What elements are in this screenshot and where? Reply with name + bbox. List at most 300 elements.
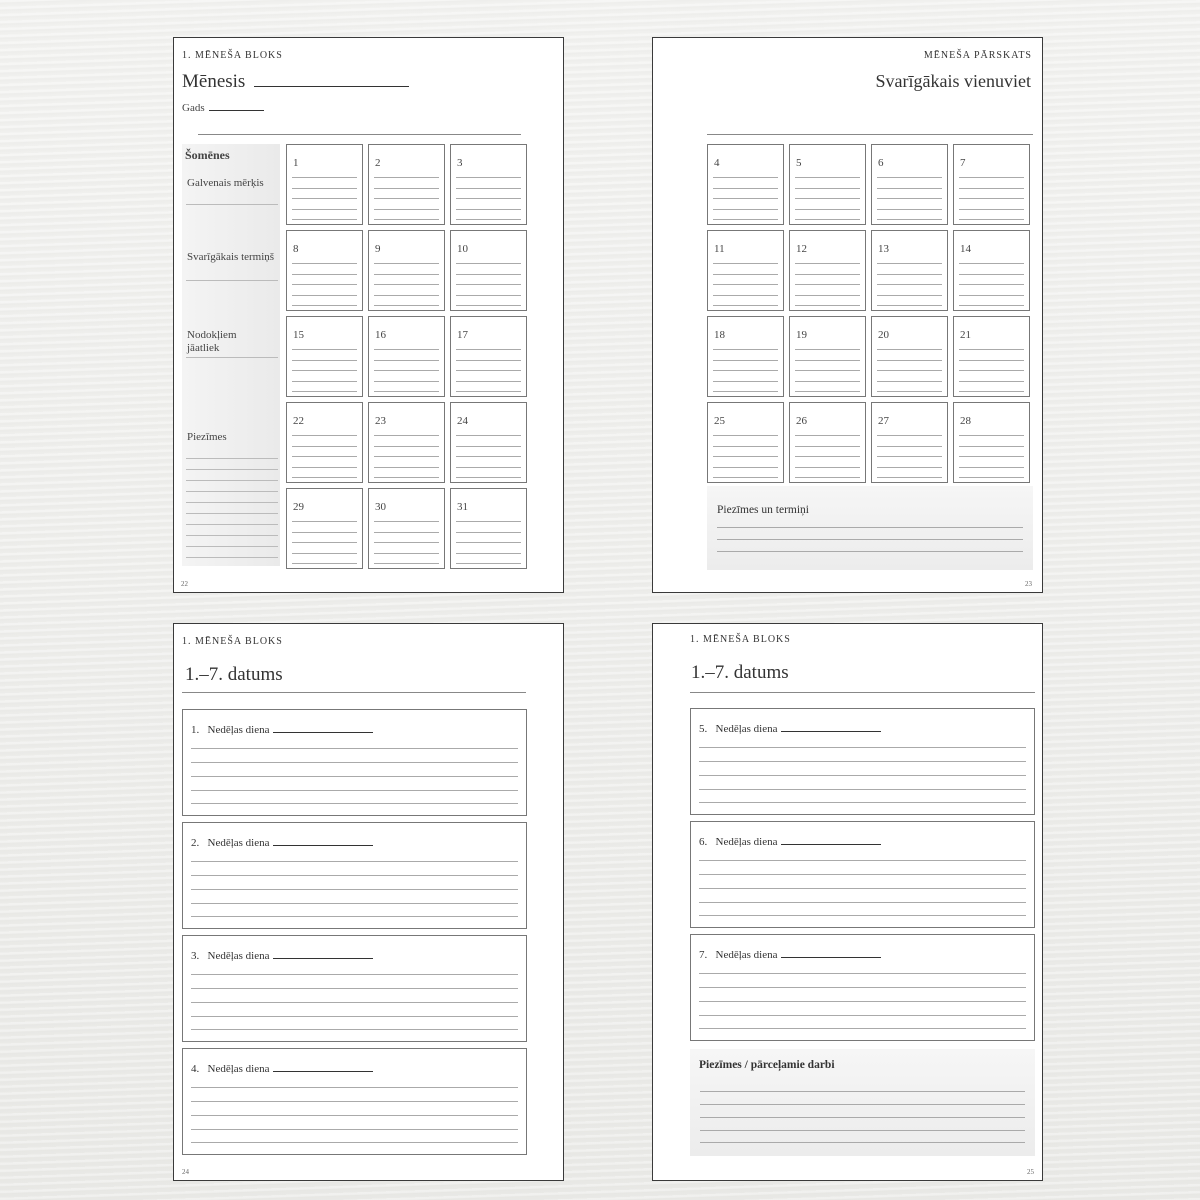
writing-line xyxy=(456,177,521,178)
writing-line xyxy=(699,1001,1026,1002)
year-field[interactable] xyxy=(182,101,264,114)
day-cell[interactable] xyxy=(707,316,784,397)
weekday-text: 7. Nedēļas diena xyxy=(699,949,778,961)
day-cell[interactable] xyxy=(789,316,866,397)
writing-line xyxy=(699,789,1026,790)
sidebar-item-notes: Piezīmes xyxy=(187,431,227,443)
day-number: 8 xyxy=(293,243,299,255)
writing-line xyxy=(699,747,1026,748)
notes-line xyxy=(700,1142,1025,1143)
weekday-underline xyxy=(273,722,373,733)
writing-line xyxy=(877,198,942,199)
writing-line xyxy=(292,467,357,468)
writing-line xyxy=(292,360,357,361)
weekday-label xyxy=(699,721,881,735)
writing-line xyxy=(795,177,860,178)
writing-line xyxy=(713,467,778,468)
day-entry-box[interactable] xyxy=(182,709,527,816)
writing-line xyxy=(959,381,1024,382)
writing-line xyxy=(795,284,860,285)
notes-line xyxy=(186,546,278,547)
writing-line xyxy=(795,219,860,220)
writing-line xyxy=(292,542,357,543)
writing-line xyxy=(456,521,521,522)
writing-line xyxy=(877,274,942,275)
day-cell[interactable] xyxy=(789,402,866,483)
writing-line xyxy=(292,349,357,350)
writing-line xyxy=(877,477,942,478)
page-title: 1.–7. datums xyxy=(185,664,283,685)
writing-line xyxy=(374,446,439,447)
sidebar-line xyxy=(186,357,278,358)
day-cell[interactable] xyxy=(707,230,784,311)
writing-line xyxy=(877,360,942,361)
day-number: 31 xyxy=(457,501,468,513)
writing-line xyxy=(191,1142,518,1143)
day-cell[interactable] xyxy=(450,230,527,311)
writing-line xyxy=(191,1029,518,1030)
writing-line xyxy=(699,802,1026,803)
writing-line xyxy=(191,748,518,749)
writing-line xyxy=(699,1028,1026,1029)
writing-line xyxy=(191,861,518,862)
writing-line xyxy=(456,381,521,382)
year-underline xyxy=(209,101,264,111)
day-cell[interactable] xyxy=(286,144,363,225)
writing-line xyxy=(191,1002,518,1003)
writing-line xyxy=(456,477,521,478)
writing-line xyxy=(699,973,1026,974)
writing-line xyxy=(292,370,357,371)
notes-panel[interactable] xyxy=(690,1049,1035,1156)
weekday-underline xyxy=(273,948,373,959)
writing-line xyxy=(877,263,942,264)
day-number: 30 xyxy=(375,501,386,513)
writing-line xyxy=(374,274,439,275)
writing-line xyxy=(456,370,521,371)
notes-line xyxy=(186,502,278,503)
notes-line xyxy=(186,557,278,558)
day-number: 15 xyxy=(293,329,304,341)
writing-line xyxy=(795,263,860,264)
weekday-label xyxy=(191,1061,373,1075)
day-number: 11 xyxy=(714,243,725,255)
day-number: 26 xyxy=(796,415,807,427)
day-number: 14 xyxy=(960,243,971,255)
notes-line xyxy=(717,551,1023,552)
writing-line xyxy=(191,988,518,989)
day-number: 28 xyxy=(960,415,971,427)
notes-title: Piezīmes / pārceļamie darbi xyxy=(699,1059,835,1071)
writing-line xyxy=(795,209,860,210)
writing-line xyxy=(699,761,1026,762)
writing-line xyxy=(191,889,518,890)
writing-line xyxy=(959,349,1024,350)
writing-line xyxy=(699,987,1026,988)
writing-line xyxy=(374,370,439,371)
writing-line xyxy=(959,467,1024,468)
page-number: 25 xyxy=(1027,1168,1034,1176)
writing-line xyxy=(877,467,942,468)
writing-line xyxy=(191,916,518,917)
writing-line xyxy=(713,305,778,306)
day-cell[interactable] xyxy=(286,316,363,397)
day-cell[interactable] xyxy=(368,316,445,397)
day-entry-box[interactable] xyxy=(182,1048,527,1155)
writing-line xyxy=(713,370,778,371)
page-number: 23 xyxy=(1025,580,1032,588)
writing-line xyxy=(292,553,357,554)
day-cell[interactable] xyxy=(450,488,527,569)
day-number: 20 xyxy=(878,329,889,341)
day-number: 2 xyxy=(375,157,381,169)
day-entry-box[interactable] xyxy=(182,822,527,929)
writing-line xyxy=(795,467,860,468)
writing-line xyxy=(713,391,778,392)
page-number: 24 xyxy=(182,1168,189,1176)
sidebar-item-deadline: Svarīgākais termiņš xyxy=(187,251,275,263)
day-entry-box[interactable] xyxy=(690,934,1035,1041)
weekday-label xyxy=(699,947,881,961)
divider-line xyxy=(690,692,1035,693)
writing-line xyxy=(292,477,357,478)
day-cell[interactable] xyxy=(871,230,948,311)
writing-line xyxy=(191,903,518,904)
notes-line xyxy=(186,480,278,481)
notes-line xyxy=(186,524,278,525)
weekday-label xyxy=(191,722,373,736)
day-number: 10 xyxy=(457,243,468,255)
day-cell[interactable] xyxy=(871,144,948,225)
writing-line xyxy=(374,360,439,361)
writing-line xyxy=(699,915,1026,916)
writing-line xyxy=(699,860,1026,861)
writing-line xyxy=(877,295,942,296)
day-cell[interactable] xyxy=(789,144,866,225)
day-number: 16 xyxy=(375,329,386,341)
writing-line xyxy=(374,209,439,210)
writing-line xyxy=(713,477,778,478)
writing-line xyxy=(374,391,439,392)
writing-line xyxy=(374,263,439,264)
day-number: 27 xyxy=(878,415,889,427)
writing-line xyxy=(292,532,357,533)
writing-line xyxy=(456,435,521,436)
day-cell[interactable] xyxy=(953,402,1030,483)
writing-line xyxy=(877,177,942,178)
weekday-underline xyxy=(273,835,373,846)
day-cell[interactable] xyxy=(871,316,948,397)
writing-line xyxy=(374,521,439,522)
day-entry-box[interactable] xyxy=(182,935,527,1042)
writing-line xyxy=(959,274,1024,275)
writing-line xyxy=(959,456,1024,457)
writing-line xyxy=(292,198,357,199)
page-title: Svarīgākais vienuviet xyxy=(875,71,1031,91)
writing-line xyxy=(456,456,521,457)
day-number: 24 xyxy=(457,415,468,427)
day-cell[interactable] xyxy=(286,488,363,569)
writing-line xyxy=(456,198,521,199)
planner-page-22 xyxy=(173,37,564,593)
notes-line xyxy=(700,1091,1025,1092)
monthly-sidebar xyxy=(182,144,280,566)
writing-line xyxy=(456,209,521,210)
writing-line xyxy=(292,305,357,306)
notes-line xyxy=(717,539,1023,540)
divider-line xyxy=(707,134,1033,135)
writing-line xyxy=(191,776,518,777)
writing-line xyxy=(795,198,860,199)
writing-line xyxy=(795,188,860,189)
notes-line xyxy=(186,491,278,492)
writing-line xyxy=(713,349,778,350)
day-number: 17 xyxy=(457,329,468,341)
writing-line xyxy=(795,477,860,478)
writing-line xyxy=(456,446,521,447)
writing-line xyxy=(959,209,1024,210)
notes-line xyxy=(186,513,278,514)
writing-line xyxy=(959,219,1024,220)
writing-line xyxy=(191,1115,518,1116)
weekday-text: 4. Nedēļas diena xyxy=(191,1063,270,1075)
writing-line xyxy=(456,188,521,189)
weekday-underline xyxy=(781,947,881,958)
writing-line xyxy=(374,198,439,199)
writing-line xyxy=(713,284,778,285)
day-cell[interactable] xyxy=(953,230,1030,311)
writing-line xyxy=(374,188,439,189)
page-header: 1. MĒNEŠA BLOKS xyxy=(182,50,283,61)
day-cell[interactable] xyxy=(368,230,445,311)
day-cell[interactable] xyxy=(707,402,784,483)
writing-line xyxy=(191,875,518,876)
writing-line xyxy=(456,563,521,564)
day-cell[interactable] xyxy=(789,230,866,311)
day-number: 12 xyxy=(796,243,807,255)
day-entry-box[interactable] xyxy=(690,821,1035,928)
day-number: 4 xyxy=(714,157,720,169)
writing-line xyxy=(191,762,518,763)
page-header: MĒNEŠA PĀRSKATS xyxy=(923,50,1032,61)
writing-line xyxy=(374,553,439,554)
day-cell[interactable] xyxy=(450,402,527,483)
writing-line xyxy=(699,874,1026,875)
writing-line xyxy=(292,188,357,189)
writing-line xyxy=(959,188,1024,189)
weekday-text: 6. Nedēļas diena xyxy=(699,836,778,848)
writing-line xyxy=(699,775,1026,776)
notes-line xyxy=(700,1104,1025,1105)
writing-line xyxy=(374,177,439,178)
writing-line xyxy=(699,888,1026,889)
day-number: 29 xyxy=(293,501,304,513)
writing-line xyxy=(959,360,1024,361)
writing-line xyxy=(713,274,778,275)
writing-line xyxy=(959,477,1024,478)
writing-line xyxy=(374,295,439,296)
writing-line xyxy=(699,1015,1026,1016)
writing-line xyxy=(795,391,860,392)
writing-line xyxy=(374,219,439,220)
writing-line xyxy=(292,177,357,178)
writing-line xyxy=(374,305,439,306)
writing-line xyxy=(374,456,439,457)
writing-line xyxy=(456,274,521,275)
writing-line xyxy=(374,467,439,468)
writing-line xyxy=(959,284,1024,285)
weekday-label xyxy=(191,948,373,962)
writing-line xyxy=(374,435,439,436)
writing-line xyxy=(959,391,1024,392)
weekday-text: 3. Nedēļas diena xyxy=(191,950,270,962)
writing-line xyxy=(877,349,942,350)
writing-line xyxy=(292,274,357,275)
writing-line xyxy=(795,446,860,447)
weekday-text: 5. Nedēļas diena xyxy=(699,723,778,735)
writing-line xyxy=(292,563,357,564)
writing-line xyxy=(795,370,860,371)
day-cell[interactable] xyxy=(953,316,1030,397)
day-cell[interactable] xyxy=(450,316,527,397)
writing-line xyxy=(959,295,1024,296)
day-cell[interactable] xyxy=(286,230,363,311)
writing-line xyxy=(456,542,521,543)
day-number: 18 xyxy=(714,329,725,341)
writing-line xyxy=(959,446,1024,447)
month-field[interactable] xyxy=(182,71,409,93)
day-number: 19 xyxy=(796,329,807,341)
divider-line xyxy=(182,692,526,693)
writing-line xyxy=(959,370,1024,371)
writing-line xyxy=(456,532,521,533)
day-entry-box[interactable] xyxy=(690,708,1035,815)
writing-line xyxy=(959,177,1024,178)
writing-line xyxy=(877,446,942,447)
writing-line xyxy=(374,542,439,543)
day-number: 7 xyxy=(960,157,966,169)
year-label: Gads xyxy=(182,102,205,114)
writing-line xyxy=(191,790,518,791)
writing-line xyxy=(456,295,521,296)
writing-line xyxy=(795,456,860,457)
day-number: 6 xyxy=(878,157,884,169)
sidebar-item-taxes: Nodokļiem jāatliek xyxy=(187,329,237,354)
writing-line xyxy=(456,360,521,361)
notes-title: Piezīmes un termiņi xyxy=(717,504,809,516)
writing-line xyxy=(191,803,518,804)
writing-line xyxy=(713,263,778,264)
writing-line xyxy=(877,435,942,436)
day-number: 13 xyxy=(878,243,889,255)
day-number: 21 xyxy=(960,329,971,341)
writing-line xyxy=(456,263,521,264)
writing-line xyxy=(292,284,357,285)
weekday-label xyxy=(699,834,881,848)
sidebar-line xyxy=(186,204,278,205)
day-cell[interactable] xyxy=(707,144,784,225)
day-cell[interactable] xyxy=(368,402,445,483)
writing-line xyxy=(191,1101,518,1102)
writing-line xyxy=(374,284,439,285)
writing-line xyxy=(795,295,860,296)
writing-line xyxy=(713,177,778,178)
writing-line xyxy=(713,219,778,220)
writing-line xyxy=(959,263,1024,264)
writing-line xyxy=(191,1129,518,1130)
writing-line xyxy=(795,274,860,275)
writing-line xyxy=(877,456,942,457)
day-number: 9 xyxy=(375,243,381,255)
writing-line xyxy=(292,446,357,447)
page-header: 1. MĒNEŠA BLOKS xyxy=(690,634,791,645)
writing-line xyxy=(292,456,357,457)
writing-line xyxy=(713,295,778,296)
divider-line xyxy=(198,134,521,135)
writing-line xyxy=(877,209,942,210)
writing-line xyxy=(191,974,518,975)
day-cell[interactable] xyxy=(953,144,1030,225)
month-label: Mēnesis xyxy=(182,71,246,92)
writing-line xyxy=(713,446,778,447)
notes-line xyxy=(186,535,278,536)
writing-line xyxy=(713,435,778,436)
writing-line xyxy=(713,381,778,382)
writing-line xyxy=(959,305,1024,306)
writing-line xyxy=(795,435,860,436)
writing-line xyxy=(456,467,521,468)
writing-line xyxy=(877,391,942,392)
writing-line xyxy=(292,209,357,210)
day-cell[interactable] xyxy=(368,144,445,225)
day-number: 3 xyxy=(457,157,463,169)
page-number: 22 xyxy=(181,580,188,588)
day-number: 22 xyxy=(293,415,304,427)
writing-line xyxy=(877,188,942,189)
writing-line xyxy=(877,305,942,306)
writing-line xyxy=(713,188,778,189)
day-number: 23 xyxy=(375,415,386,427)
weekday-underline xyxy=(273,1061,373,1072)
writing-line xyxy=(374,477,439,478)
day-number: 1 xyxy=(293,157,299,169)
page-title: 1.–7. datums xyxy=(691,662,789,683)
writing-line xyxy=(713,198,778,199)
sidebar-title: Šomēnes xyxy=(185,148,230,162)
writing-line xyxy=(292,521,357,522)
writing-line xyxy=(292,391,357,392)
writing-line xyxy=(292,263,357,264)
weekday-text: 1. Nedēļas diena xyxy=(191,724,270,736)
notes-panel[interactable] xyxy=(707,486,1033,570)
writing-line xyxy=(959,198,1024,199)
notes-line xyxy=(186,458,278,459)
writing-line xyxy=(456,349,521,350)
sidebar-item-main-goal: Galvenais mērķis xyxy=(187,177,264,189)
day-cell[interactable] xyxy=(368,488,445,569)
day-cell[interactable] xyxy=(286,402,363,483)
writing-line xyxy=(456,284,521,285)
day-cell[interactable] xyxy=(450,144,527,225)
weekday-text: 2. Nedēļas diena xyxy=(191,837,270,849)
sidebar-line xyxy=(186,280,278,281)
notes-line xyxy=(186,469,278,470)
day-number: 25 xyxy=(714,415,725,427)
writing-line xyxy=(456,553,521,554)
day-cell[interactable] xyxy=(871,402,948,483)
writing-line xyxy=(713,209,778,210)
writing-line xyxy=(374,532,439,533)
